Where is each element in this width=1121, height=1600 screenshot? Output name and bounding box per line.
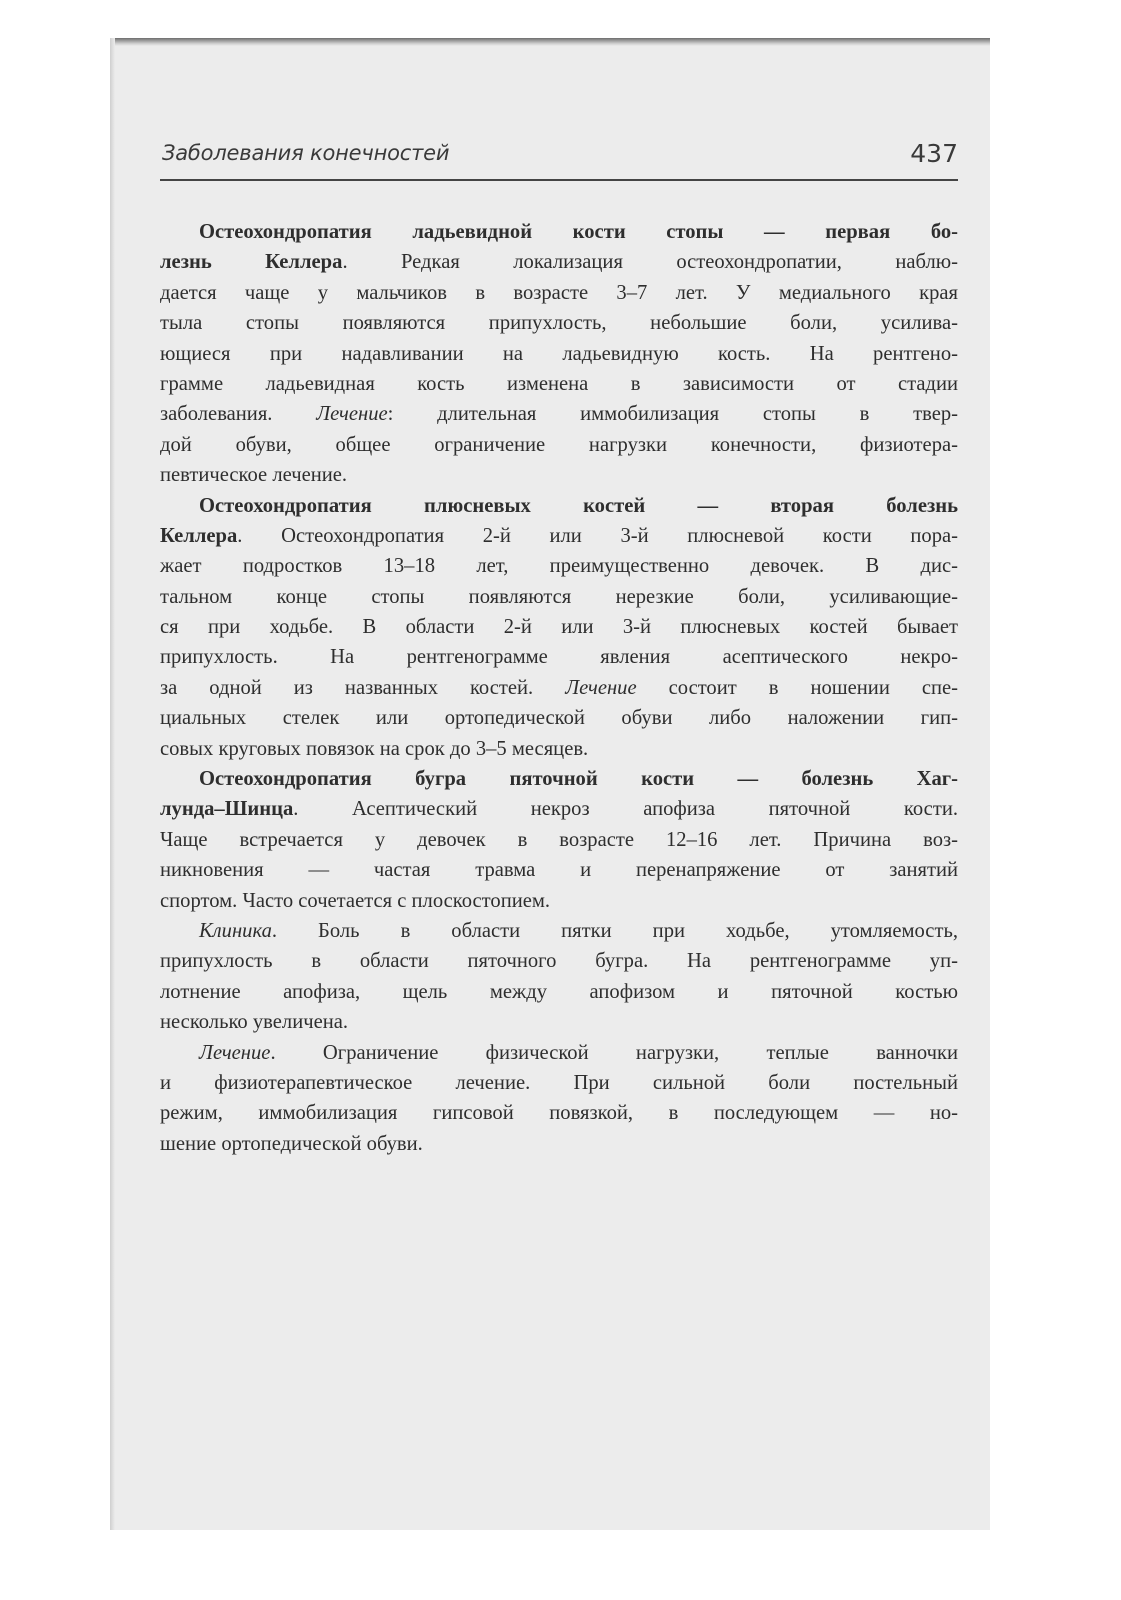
text-line (160, 794, 958, 824)
text-line (160, 855, 958, 885)
text-line (160, 1038, 958, 1068)
text-run: никновения — частая травма и перенапряжение от занятий (160, 859, 958, 882)
text-run: . Редкая локализация остеохондропатии, наблю- (342, 251, 958, 274)
text-run: шение ортопедической обуви. (160, 1132, 423, 1155)
bold-term: Келлера (160, 524, 238, 547)
text-line (160, 703, 958, 733)
text-run: циальных стелек или ортопедической обуви либо наложении гип- (160, 707, 958, 730)
italic-term: Лечение (565, 676, 637, 699)
text-run: припухлость. На рентгенограмме явления асептического некро- (160, 646, 958, 669)
text-run: дается чаще у мальчиков в возрасте 3–7 лет. У медиального края (160, 281, 958, 304)
text-run: режим, иммобилизация гипсовой повязкой, в последующем — но- (160, 1102, 958, 1125)
text-run: . Остеохондропатия 2-й или 3-й плюсневой кости пора- (237, 524, 958, 547)
italic-term: Клиника (199, 919, 272, 942)
page-number: 437 (910, 139, 958, 168)
text-line (160, 825, 958, 855)
text-line (160, 460, 958, 490)
text-line (160, 491, 958, 521)
bold-term: Остеохондропатия ладьевидной кости стопы — первая бо- (199, 221, 958, 243)
text-line (160, 1098, 958, 1128)
text-run: . Ограничение физической нагрузки, теплые ванночки (270, 1041, 958, 1064)
text-run: жает подростков 13–18 лет, преимущественно девочек. В дис- (160, 555, 958, 578)
text-run: : длительная иммобилизация стопы в твер- (387, 403, 958, 426)
text-line (160, 521, 958, 551)
text-run: припухлость в области пяточного бугра. На рентгенограмме уп- (160, 950, 958, 973)
italic-term: Лечение (316, 403, 388, 426)
text-run: ющиеся при надавливании на ладьевидную кость. На рентгено- (160, 342, 958, 365)
text-run: тальном конце стопы появляются нерезкие боли, усиливающие- (160, 585, 958, 608)
bold-term: Остеохондропатия бугра пяточной кости — болезнь Хаг- (199, 768, 958, 791)
text-line (160, 612, 958, 642)
text-line (160, 734, 958, 764)
text-line (160, 399, 958, 429)
text-run: Чаще встречается у девочек в возрасте 12–16 лет. Причина воз- (160, 828, 958, 851)
text-line (160, 673, 958, 703)
text-line (160, 339, 958, 369)
text-line (160, 642, 958, 672)
text-line (160, 946, 958, 976)
text-run: . Боль в области пятки при ходьбе, утомляемость, (271, 919, 958, 942)
text-line (160, 582, 958, 612)
text-run: лотнение апофиза, щель между апофизом и пяточной костью (160, 980, 958, 1003)
text-run: несколько увеличена. (160, 1011, 349, 1034)
text-line (160, 308, 958, 338)
text-run: совых круговых повязок на срок до 3–5 месяцев. (160, 737, 589, 760)
text-line (160, 977, 958, 1007)
text-run: тыла стопы появляются припухлость, небольшие боли, усилива- (160, 312, 958, 335)
italic-term: Лечение (199, 1041, 271, 1064)
text-line (160, 430, 958, 460)
text-run: спортом. Часто сочетается с плоскостопием. (160, 889, 551, 912)
paragraph-4 (160, 916, 958, 1038)
text-line (160, 369, 958, 399)
paragraph-3 (160, 764, 958, 916)
text-line (160, 886, 958, 916)
text-run: состоит в ношении спе- (636, 676, 958, 699)
running-title: Заболевания конечностей (162, 141, 450, 165)
bold-term: лунда–Шинца (160, 798, 294, 821)
text-run: дой обуви, общее ограничение нагрузки конечности, физиотера- (160, 433, 958, 456)
text-run: заболевания. (160, 403, 317, 426)
body-text (160, 217, 958, 1159)
header-rule (160, 179, 958, 181)
text-line (160, 1007, 958, 1037)
bold-term: Остеохондропатия плюсневых костей — вторая болезнь (199, 494, 958, 517)
text-line (160, 916, 958, 946)
bold-term: лезнь Келлера (160, 251, 343, 274)
text-line (160, 1068, 958, 1098)
text-line (160, 247, 958, 277)
text-line (160, 278, 958, 308)
text-line (160, 764, 958, 794)
paragraph-1 (160, 217, 958, 491)
text-run: грамме ладьевидная кость изменена в зависимости от стадии (160, 372, 958, 395)
text-line (160, 551, 958, 581)
text-line (160, 217, 958, 247)
text-run: певтическое лечение. (160, 464, 348, 487)
text-line (160, 1129, 958, 1159)
paragraph-2 (160, 491, 958, 765)
text-run: . Асептический некроз апофиза пяточной кости. (293, 798, 958, 821)
paragraph-5 (160, 1038, 958, 1160)
text-run: и физиотерапевтическое лечение. При сильной боли постельный (160, 1071, 958, 1094)
text-run: за одной из названных костей. (160, 676, 566, 699)
text-run: ся при ходьбе. В области 2-й или 3-й плюсневых костей бывает (160, 616, 958, 639)
